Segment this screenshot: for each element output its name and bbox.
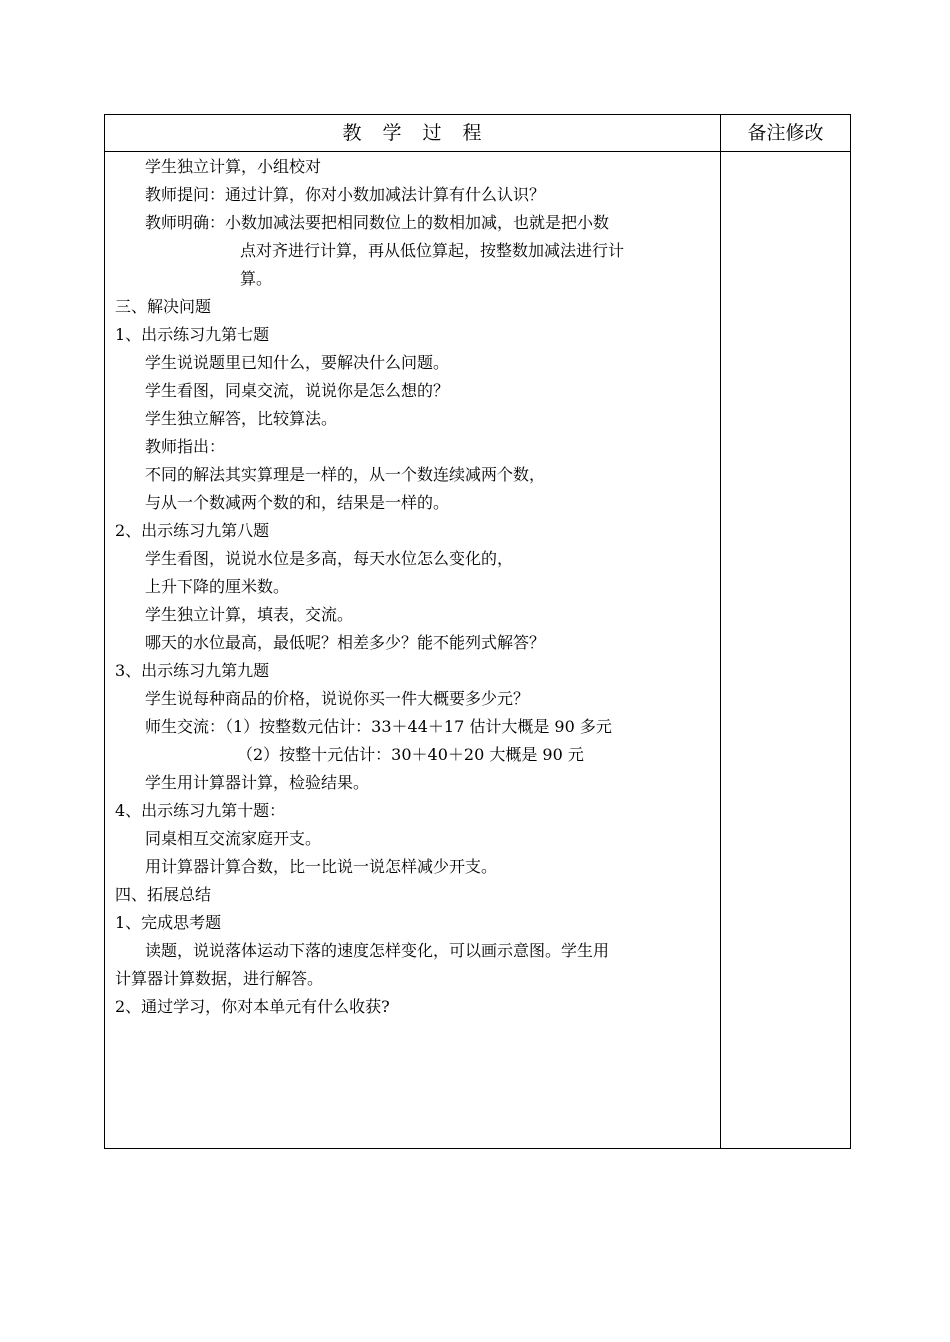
subsection-heading: 1、完成思考题: [115, 913, 222, 932]
section-heading: 四、拓展总结: [115, 885, 212, 904]
subsection-heading: 4、出示练习九第十题：: [115, 801, 286, 820]
text-line: 上升下降的厘米数。: [145, 577, 290, 596]
header-teaching-process: 教 学 过 程: [342, 122, 483, 144]
text-line: 师生交流：（1）按整数元估计：33＋44＋17 估计大概是 90 多元: [145, 717, 612, 736]
text-line: 学生说每种商品的价格，说说你买一件大概要多少元？: [145, 689, 530, 708]
text-line: 教师明确：小数加减法要把相同数位上的数相加减，也就是把小数: [145, 213, 610, 232]
text-line: 点对齐进行计算，再从低位算起，按整数加减法进行计: [240, 241, 625, 260]
subsection-heading: 2、出示练习九第八题: [115, 521, 270, 540]
subsection-heading: 3、出示练习九第九题: [115, 661, 270, 680]
header-remarks: 备注修改: [747, 122, 824, 144]
remarks-column: [721, 152, 850, 1148]
text-line: 学生独立计算，小组校对: [145, 157, 322, 176]
text-line: 教师提问：通过计算，你对小数加减法计算有什么认识？: [145, 185, 546, 204]
text-line: 与从一个数减两个数的和，结果是一样的。: [145, 493, 450, 512]
subsection-heading: 1、出示练习九第七题: [115, 325, 270, 344]
subsection-heading: 2、通过学习，你对本单元有什么收获?: [115, 997, 390, 1016]
text-line: （2）按整十元估计：30＋40＋20 大概是 90 元: [237, 745, 584, 764]
text-line: 算。: [240, 269, 273, 288]
text-line: 学生说说题里已知什么，要解决什么问题。: [145, 353, 450, 372]
text-line: 同桌相互交流家庭开支。: [145, 829, 322, 848]
text-line: 学生用计算器计算，检验结果。: [145, 773, 370, 792]
section-heading: 三、解决问题: [115, 297, 212, 316]
text-line: 读题，说说落体运动下落的速度怎样变化，可以画示意图。学生用: [145, 941, 610, 960]
text-line: 不同的解法其实算理是一样的，从一个数连续减两个数，: [145, 465, 546, 484]
text-line: 教师指出：: [145, 437, 226, 456]
lesson-table: [104, 114, 851, 1149]
text-line: 学生看图，说说水位是多高，每天水位怎么变化的，: [145, 549, 514, 568]
text-line: 学生看图，同桌交流，说说你是怎么想的？: [145, 381, 450, 400]
text-line: 哪天的水位最高，最低呢？相差多少？能不能列式解答？: [145, 633, 546, 652]
text-line: 学生独立计算，填表，交流。: [145, 605, 354, 624]
text-line: 学生独立解答，比较算法。: [145, 409, 338, 428]
text-line: 用计算器计算合数，比一比说一说怎样减少开支。: [145, 857, 498, 876]
text-line: 计算器计算数据，进行解答。: [115, 969, 324, 988]
